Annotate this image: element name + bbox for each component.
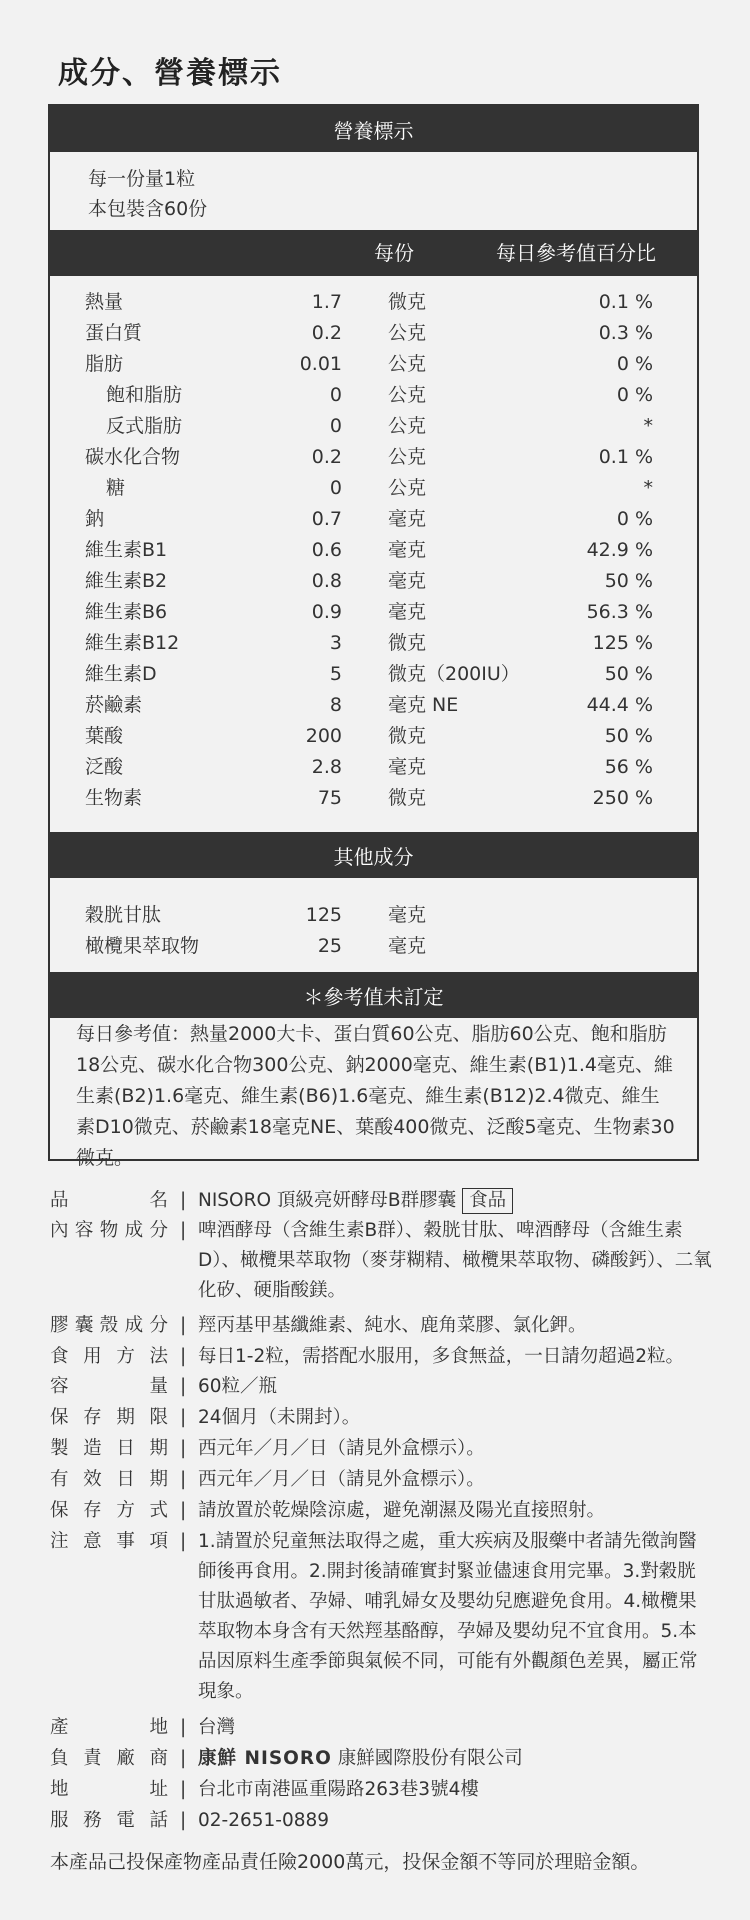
nutrient-name: 維生素B6 (85, 601, 168, 623)
separator: | (180, 1717, 187, 1738)
nutrient-daily-value: 50 % (604, 570, 653, 592)
nutrient-daily-value: 0 % (616, 353, 653, 375)
nutrient-name: 葉酸 (85, 725, 124, 747)
nutrient-daily-value: * (643, 415, 653, 437)
ingredient-amount: 125 (305, 904, 342, 926)
maker-logo-en: NISORO (244, 1748, 332, 1769)
info-label: 保 存 方 式 (50, 1500, 168, 1521)
nutrient-amount: 75 (317, 787, 342, 809)
col-daily-value: 每日參考值百分比 (496, 241, 656, 265)
nutrient-daily-value: 50 % (604, 663, 653, 685)
nutrition-header: 營養標示 (333, 118, 414, 143)
ingredient-name: 穀胱甘肽 (85, 904, 162, 926)
nutrient-daily-value: 0.1 % (598, 291, 653, 313)
daily-reference-text: 每日參考值：熱量2000大卡、蛋白質60公克、脂肪60公克、飽和脂肪18公克、碳水化合物300公克、鈉2000毫克、維生素(B1)1.4毫克、維生素(B2)1.6毫克、維生素(B6)1.6毫克、維生素(B12)2.4微克、維生素D10微克、菸鹼素18毫克NE、葉酸400微克、泛酸5毫克、生物素30微克。 (76, 1023, 675, 1169)
nutrient-unit: 公克 (388, 415, 427, 437)
nutrient-name: 飽和脂肪 (106, 384, 183, 406)
nutrient-unit: 微克 (388, 632, 427, 654)
col-per-serving: 每份 (374, 241, 414, 265)
nutrient-amount: 0 (329, 415, 342, 437)
info-label: 注 意 事 項 (50, 1531, 168, 1552)
nutrient-amount: 8 (329, 694, 342, 716)
nutrient-name: 脂肪 (85, 353, 124, 375)
nutrient-row (50, 318, 697, 349)
storage-value: 請放置於乾燥陰涼處，避免潮濕及陽光直接照射。 (198, 1500, 606, 1521)
insurance-note: 本產品己投保產物產品責任險2000萬元，投保金額不等同於理賠金額。 (50, 1851, 650, 1873)
origin-value: 台灣 (198, 1717, 236, 1738)
separator: | (180, 1500, 187, 1521)
nutrient-daily-value: 0.1 % (598, 446, 653, 468)
nutrient-daily-value: 56 % (604, 756, 653, 778)
info-label: 製 造 日 期 (50, 1438, 168, 1459)
address-value: 台北市南港區重陽路263巷3號4樓 (198, 1779, 479, 1800)
maker-logo (198, 1748, 332, 1769)
nutrient-name: 維生素B12 (85, 632, 180, 654)
nutrient-daily-value: * (643, 477, 653, 499)
info-label: 品 名 (50, 1190, 168, 1211)
maker-name: 康鮮國際股份有限公司 (337, 1748, 523, 1769)
page-title: 成分、營養標示 (58, 56, 282, 91)
nutrient-amount: 0.2 (311, 322, 342, 344)
food-badge: 食品 (462, 1188, 513, 1214)
nutrient-unit: 毫克 (388, 570, 427, 592)
other-ingredient-row (50, 900, 697, 931)
separator: | (180, 1748, 187, 1769)
nutrient-unit: 公克 (388, 384, 427, 406)
nutrient-daily-value: 50 % (604, 725, 653, 747)
separator: | (180, 1407, 187, 1428)
nutrient-amount: 0.2 (311, 446, 342, 468)
ref-header-bar (50, 972, 697, 1018)
nutrient-name: 鈉 (85, 508, 105, 530)
nutrient-amount: 0.9 (311, 601, 342, 623)
column-header-bar (50, 230, 697, 276)
nutrient-name: 維生素D (85, 663, 157, 685)
nutrient-daily-value: 0.3 % (598, 322, 653, 344)
nutrient-daily-value: 0 % (616, 508, 653, 530)
separator: | (180, 1810, 187, 1831)
nutrient-amount: 200 (305, 725, 342, 747)
info-label: 服 務 電 話 (50, 1810, 168, 1831)
info-label: 保 存 期 限 (50, 1407, 168, 1428)
nutrient-daily-value: 250 % (592, 787, 653, 809)
nutrient-row (50, 752, 697, 783)
serving-size: 每一份量1粒 (88, 168, 196, 190)
nutrient-daily-value: 44.4 % (586, 694, 653, 716)
volume-value: 60粒／瓶 (198, 1376, 278, 1397)
nutrition-facts-table (48, 104, 699, 1169)
nutrient-daily-value: 125 % (592, 632, 653, 654)
capsule-value: 羥丙基甲基纖維素、純水、鹿角菜膠、氯化鉀。 (198, 1315, 587, 1336)
nutrient-unit: 毫克 (388, 601, 427, 623)
nutrient-daily-value: 42.9 % (586, 539, 653, 561)
nutrient-amount: 0 (329, 384, 342, 406)
info-label: 膠 囊 殼 成 分 (50, 1315, 168, 1336)
nutrient-name: 蛋白質 (85, 322, 143, 344)
info-label: 負 責 廠 商 (50, 1748, 168, 1769)
nutrient-unit: 微克 (388, 725, 427, 747)
contents-value: 啤酒酵母（含維生素B群）、穀胱甘肽、啤酒酵母（含維生素D）、橄欖果萃取物（麥芽糊精、橄欖果萃取物、磷酸鈣）、二氧化矽、硬脂酸鎂。 (198, 1220, 712, 1301)
info-label: 有 效 日 期 (50, 1469, 168, 1490)
nutrient-row (50, 690, 697, 721)
nutrition-header-bar (50, 106, 697, 152)
exp-value: 西元年／月／日（請見外盒標示）。 (198, 1469, 485, 1490)
nutrient-row (50, 628, 697, 659)
nutrient-unit: 毫克 (388, 539, 427, 561)
info-label: 地 址 (50, 1779, 168, 1800)
separator: | (180, 1779, 187, 1800)
nutrient-row (50, 287, 697, 318)
nutrient-name: 維生素B2 (85, 570, 168, 592)
nutrient-row (50, 411, 697, 442)
nutrient-amount: 0.6 (311, 539, 342, 561)
nutrient-name: 糖 (106, 477, 126, 499)
nutrient-row (50, 473, 697, 504)
nutrient-row (50, 349, 697, 380)
notes-value: 1.請置於兒童無法取得之處，重大疾病及服藥中者請先徵詢醫師後再食用。2.開封後請確實封緊並儘速食用完畢。3.對穀胱甘肽過敏者、孕婦、哺乳婦女及嬰幼兒應避免食用。4.橄欖果萃取物本身含有天然羥基酪醇，孕婦及嬰幼兒不宜食用。5.本品因原料生產季節與氣候不同，可能有外觀顏色差異，屬正常現象。 (198, 1531, 698, 1702)
separator: | (180, 1220, 187, 1241)
info-label: 食 用 方 法 (50, 1346, 168, 1367)
separator: | (180, 1469, 187, 1490)
nutrient-unit: 微克 (388, 291, 427, 313)
nutrient-amount: 3 (329, 632, 342, 654)
nutrient-amount: 2.8 (311, 756, 342, 778)
nutrient-unit: 公克 (388, 322, 427, 344)
servings-per-pack: 本包裝含60份 (88, 198, 208, 220)
nutrient-daily-value: 56.3 % (586, 601, 653, 623)
nutrient-amount: 0 (329, 477, 342, 499)
other-header: 其他成分 (333, 844, 414, 869)
nutrient-unit: 微克 (388, 787, 427, 809)
nutrient-row (50, 783, 697, 814)
ingredient-amount: 25 (317, 935, 342, 957)
nutrient-row (50, 380, 697, 411)
other-header-bar (50, 832, 697, 878)
nutrient-name: 熱量 (85, 291, 124, 313)
usage-value: 每日1-2粒，需搭配水服用，多食無益，一日請勿超過2粒。 (198, 1346, 684, 1367)
nutrient-amount: 1.7 (311, 291, 342, 313)
ref-header: ＊參考值未訂定 (303, 984, 444, 1009)
nutrient-name: 泛酸 (85, 756, 124, 778)
ingredient-unit: 毫克 (388, 904, 427, 926)
nutrient-unit: 公克 (388, 477, 427, 499)
nutrient-name: 生物素 (85, 787, 143, 809)
nutrient-row (50, 442, 697, 473)
info-label: 內 容 物 成 分 (50, 1220, 168, 1241)
nutrient-daily-value: 0 % (616, 384, 653, 406)
nutrient-amount: 0.7 (311, 508, 342, 530)
info-label: 容 量 (50, 1376, 168, 1397)
separator: | (180, 1346, 187, 1367)
nutrient-row (50, 535, 697, 566)
nutrient-row (50, 597, 697, 628)
shelf-value: 24個月（未開封）。 (198, 1407, 361, 1428)
separator: | (180, 1315, 187, 1336)
separator: | (180, 1438, 187, 1459)
nutrient-name: 菸鹼素 (85, 694, 143, 716)
nutrient-unit: 公克 (388, 446, 427, 468)
phone-value: 02-2651-0889 (198, 1810, 330, 1831)
nutrient-amount: 5 (329, 663, 342, 685)
nutrient-unit: 毫克 (388, 508, 427, 530)
separator: | (180, 1376, 187, 1397)
nutrient-unit: 毫克 NE (388, 694, 459, 716)
ingredient-unit: 毫克 (388, 935, 427, 957)
separator: | (180, 1531, 187, 1552)
nutrient-unit: 公克 (388, 353, 427, 375)
nutrient-row (50, 659, 697, 690)
nutrient-amount: 0.8 (311, 570, 342, 592)
nutrient-unit: 微克（200IU） (388, 663, 520, 685)
nutrient-row (50, 504, 697, 535)
ingredient-name: 橄欖果萃取物 (85, 935, 200, 957)
separator: | (180, 1190, 187, 1211)
nutrient-name: 維生素B1 (85, 539, 168, 561)
other-ingredient-row (50, 931, 697, 962)
nutrient-row (50, 566, 697, 597)
nutrient-amount: 0.01 (299, 353, 342, 375)
info-label: 產 地 (50, 1717, 168, 1738)
nutrient-name: 反式脂肪 (106, 415, 183, 437)
nutrient-name: 碳水化合物 (85, 446, 181, 468)
mfg-value: 西元年／月／日（請見外盒標示）。 (198, 1438, 485, 1459)
product-name: NISORO 頂級亮妍酵母B群膠囊 (198, 1190, 457, 1211)
maker-logo-cn: 康鮮 (198, 1748, 238, 1769)
nutrient-unit: 毫克 (388, 756, 427, 778)
nutrient-row (50, 721, 697, 752)
